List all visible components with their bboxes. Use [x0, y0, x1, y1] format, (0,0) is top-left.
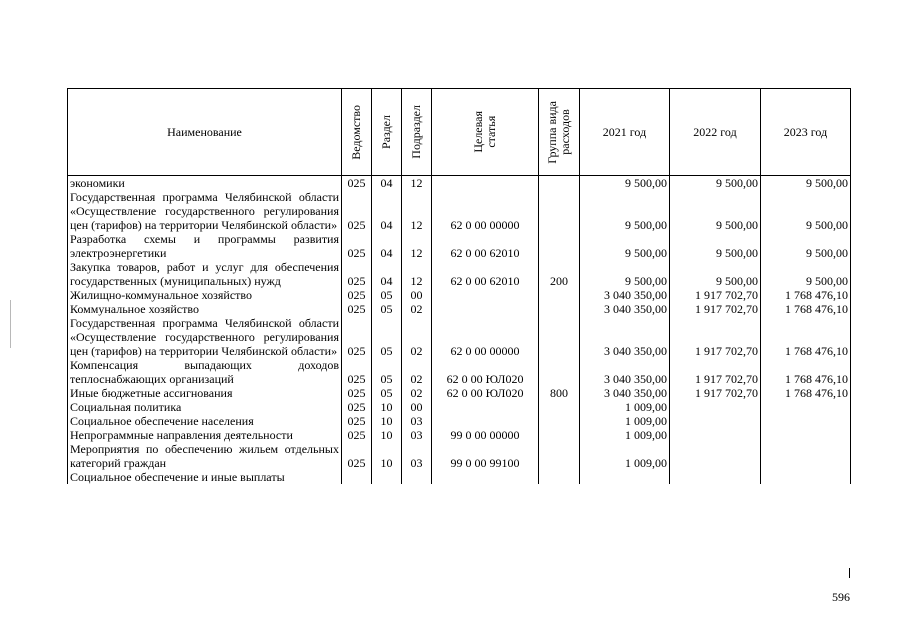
margin-mark [10, 300, 11, 348]
table-row [68, 302, 851, 316]
cell-sub: 12 [402, 260, 432, 288]
cell-name: Жилищно-коммунальное хозяйство [68, 288, 342, 302]
cell-sec: 04 [372, 232, 402, 260]
cell-y2023 [761, 442, 851, 470]
cell-dept [342, 470, 372, 484]
cell-grp [539, 414, 580, 428]
cell-sub [402, 470, 432, 484]
cell-dept: 025 [342, 442, 372, 470]
cell-name: Государственная программа Челябинской области «Осуществление государственного регулирования цен (тарифов) на территории Челябинской области» [68, 190, 342, 232]
cell-dept: 025 [342, 428, 372, 442]
cell-sub: 12 [402, 190, 432, 232]
cell-sub: 12 [402, 232, 432, 260]
cell-sec: 04 [372, 190, 402, 232]
cell-y2021: 1 009,00 [580, 414, 670, 428]
header-section: Раздел [372, 89, 402, 176]
cell-y2023: 9 500,00 [761, 176, 851, 191]
cell-grp [539, 288, 580, 302]
cell-y2022 [670, 428, 761, 442]
cell-y2022: 1 917 702,70 [670, 358, 761, 386]
cell-y2022: 1 917 702,70 [670, 386, 761, 400]
cell-art: 62 0 00 ЮЛ020 [432, 386, 539, 400]
cell-y2021: 3 040 350,00 [580, 288, 670, 302]
cell-y2023 [761, 400, 851, 414]
cell-art: 99 0 00 00000 [432, 428, 539, 442]
table-row [68, 386, 851, 400]
cell-sec: 05 [372, 386, 402, 400]
cell-art [432, 176, 539, 191]
cell-sub: 02 [402, 386, 432, 400]
cell-grp [539, 190, 580, 232]
cell-art [432, 400, 539, 414]
table-row [68, 400, 851, 414]
cell-sub: 12 [402, 176, 432, 191]
page-divider-tail [849, 568, 850, 578]
cell-sub: 03 [402, 428, 432, 442]
header-row [68, 89, 851, 176]
cell-sub: 00 [402, 400, 432, 414]
cell-y2021: 1 009,00 [580, 428, 670, 442]
cell-y2023: 1 768 476,10 [761, 386, 851, 400]
cell-y2022 [670, 400, 761, 414]
cell-sec: 10 [372, 442, 402, 470]
table-row [68, 260, 851, 288]
header-2023: 2023 год [761, 89, 851, 176]
cell-name: Социальное обеспечение и иные выплаты [68, 470, 342, 484]
cell-grp [539, 232, 580, 260]
cell-grp [539, 442, 580, 470]
table-row [68, 316, 851, 358]
table-row [68, 232, 851, 260]
header-subsection: Подраздел [402, 89, 432, 176]
table-row [68, 470, 851, 484]
cell-art: 62 0 00 ЮЛ020 [432, 358, 539, 386]
cell-art: 62 0 00 62010 [432, 232, 539, 260]
cell-grp [539, 400, 580, 414]
cell-dept: 025 [342, 400, 372, 414]
header-2021: 2021 год [580, 89, 670, 176]
cell-name: Социальная политика [68, 400, 342, 414]
cell-art [432, 288, 539, 302]
cell-art [432, 302, 539, 316]
cell-art: 62 0 00 00000 [432, 190, 539, 232]
cell-art: 62 0 00 00000 [432, 316, 539, 358]
cell-y2023: 1 768 476,10 [761, 358, 851, 386]
cell-y2022: 1 917 702,70 [670, 302, 761, 316]
cell-y2022 [670, 442, 761, 470]
cell-grp [539, 316, 580, 358]
cell-y2021: 3 040 350,00 [580, 386, 670, 400]
cell-dept: 025 [342, 288, 372, 302]
cell-art [432, 470, 539, 484]
cell-y2023: 1 768 476,10 [761, 288, 851, 302]
cell-y2022: 9 500,00 [670, 190, 761, 232]
cell-y2021 [580, 470, 670, 484]
cell-y2023 [761, 470, 851, 484]
cell-name: Социальное обеспечение населения [68, 414, 342, 428]
table-row [68, 190, 851, 232]
cell-y2023 [761, 414, 851, 428]
header-department: Ведомство [342, 89, 372, 176]
cell-y2023: 9 500,00 [761, 232, 851, 260]
cell-dept: 025 [342, 232, 372, 260]
cell-art [432, 414, 539, 428]
cell-grp [539, 428, 580, 442]
cell-sub: 02 [402, 302, 432, 316]
cell-name: Компенсация выпадающих доходов теплоснабжающих организаций [68, 358, 342, 386]
cell-dept: 025 [342, 358, 372, 386]
cell-y2023 [761, 428, 851, 442]
cell-grp: 200 [539, 260, 580, 288]
cell-grp [539, 302, 580, 316]
cell-y2022 [670, 470, 761, 484]
budget-table [67, 88, 851, 484]
cell-y2023: 1 768 476,10 [761, 316, 851, 358]
cell-sub: 00 [402, 288, 432, 302]
table-row [68, 358, 851, 386]
page-number: 596 [832, 590, 850, 604]
cell-name: Закупка товаров, работ и услуг для обеспечения государственных (муниципальных) нужд [68, 260, 342, 288]
header-expense-group: Группа вида расходов [539, 89, 580, 176]
table-row [68, 428, 851, 442]
header-target-article: Целевая статья [432, 89, 539, 176]
cell-y2022: 9 500,00 [670, 176, 761, 191]
cell-sec: 04 [372, 260, 402, 288]
cell-name: Мероприятия по обеспечению жильем отдельных категорий граждан [68, 442, 342, 470]
cell-y2021: 1 009,00 [580, 400, 670, 414]
cell-dept: 025 [342, 316, 372, 358]
cell-name: Непрограммные направления деятельности [68, 428, 342, 442]
cell-y2023: 9 500,00 [761, 260, 851, 288]
cell-y2021: 9 500,00 [580, 190, 670, 232]
cell-sub: 02 [402, 316, 432, 358]
cell-grp [539, 358, 580, 386]
cell-sec: 05 [372, 358, 402, 386]
header-2022: 2022 год [670, 89, 761, 176]
cell-sub: 02 [402, 358, 432, 386]
cell-y2022: 1 917 702,70 [670, 288, 761, 302]
cell-dept: 025 [342, 386, 372, 400]
cell-dept: 025 [342, 190, 372, 232]
cell-grp [539, 470, 580, 484]
cell-grp [539, 176, 580, 191]
cell-sec: 05 [372, 302, 402, 316]
cell-dept: 025 [342, 176, 372, 191]
cell-y2021: 9 500,00 [580, 232, 670, 260]
table-row [68, 288, 851, 302]
cell-sec: 10 [372, 414, 402, 428]
cell-sub: 03 [402, 414, 432, 428]
cell-art: 62 0 00 62010 [432, 260, 539, 288]
table-row [68, 442, 851, 470]
header-name: Наименование [68, 89, 342, 176]
cell-y2021: 3 040 350,00 [580, 358, 670, 386]
cell-grp: 800 [539, 386, 580, 400]
cell-y2021: 3 040 350,00 [580, 316, 670, 358]
cell-sec: 10 [372, 400, 402, 414]
cell-dept: 025 [342, 414, 372, 428]
cell-y2023: 1 768 476,10 [761, 302, 851, 316]
table-body [68, 176, 851, 485]
table-row [68, 414, 851, 428]
cell-y2021: 3 040 350,00 [580, 302, 670, 316]
cell-dept: 025 [342, 260, 372, 288]
cell-name: Коммунальное хозяйство [68, 302, 342, 316]
cell-sec: 05 [372, 316, 402, 358]
cell-y2021: 9 500,00 [580, 176, 670, 191]
cell-sec: 10 [372, 428, 402, 442]
cell-y2021: 9 500,00 [580, 260, 670, 288]
cell-y2022 [670, 414, 761, 428]
cell-sec [372, 470, 402, 484]
cell-name: экономики [68, 176, 342, 191]
cell-sec: 05 [372, 288, 402, 302]
cell-name: Разработка схемы и программы развития электроэнергетики [68, 232, 342, 260]
cell-y2022: 1 917 702,70 [670, 316, 761, 358]
cell-sec: 04 [372, 176, 402, 191]
cell-y2021: 1 009,00 [580, 442, 670, 470]
cell-name: Иные бюджетные ассигнования [68, 386, 342, 400]
cell-dept: 025 [342, 302, 372, 316]
cell-art: 99 0 00 99100 [432, 442, 539, 470]
cell-y2022: 9 500,00 [670, 232, 761, 260]
cell-y2022: 9 500,00 [670, 260, 761, 288]
cell-y2023: 9 500,00 [761, 190, 851, 232]
table-row [68, 176, 851, 191]
cell-name: Государственная программа Челябинской области «Осуществление государственного регулирования цен (тарифов) на территории Челябинской области» [68, 316, 342, 358]
cell-sub: 03 [402, 442, 432, 470]
